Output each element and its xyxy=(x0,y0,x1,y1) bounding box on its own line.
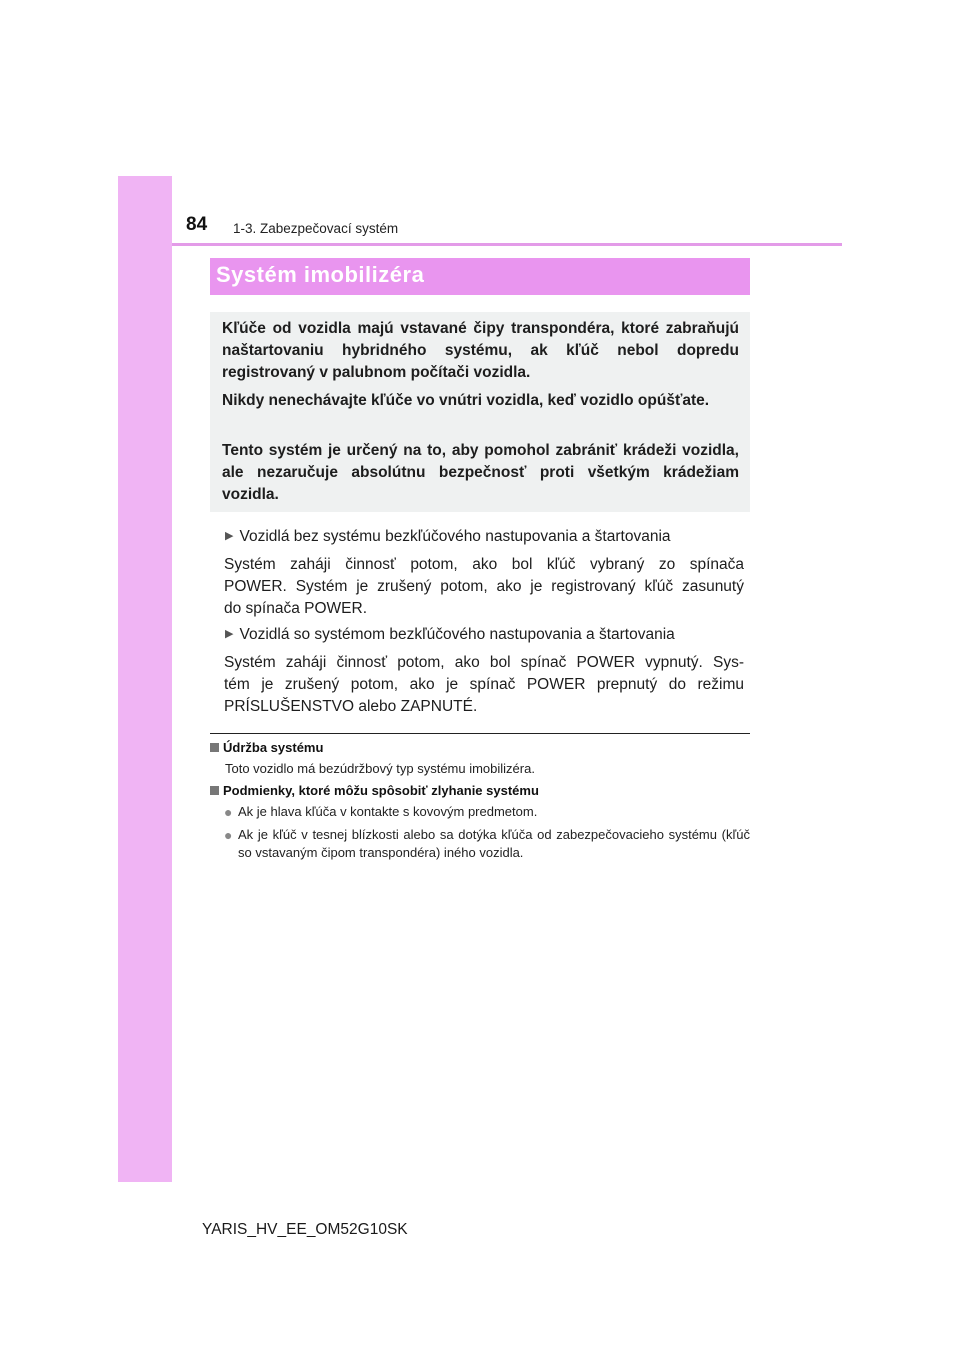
circle-bullet-icon: ● xyxy=(224,804,233,820)
section-body-no-keyless xyxy=(224,554,744,620)
notes-divider xyxy=(210,733,750,734)
body-line: POWER. Systém je zrušený potom, ako je registrovaný kľúč zasunutý xyxy=(224,578,744,595)
intro-paragraph-3: Tento systém je určený na to, aby pomohol zabrániť krádeži vozidla, ale nezaručuje absolútnu bezpečnosť proti všetkým krádežiam vozidla. xyxy=(222,442,739,503)
note-heading-text: Podmienky, ktoré môžu spôsobiť zlyhanie systému xyxy=(223,783,539,798)
page-title: Systém imobilizéra xyxy=(216,262,425,287)
square-bullet-icon xyxy=(210,786,219,795)
section-heading-no-keyless xyxy=(225,528,671,546)
body-line: Systém zaháji činnosť potom, ako bol spínač POWER vypnutý. Sys- xyxy=(224,654,744,671)
list-item-text: Ak je kľúč v tesnej blízkosti alebo sa dotýka kľúča od zabezpečovacieho systému (kľúč so vstavaným čipom transpondéra) iného vozidla. xyxy=(238,827,750,860)
chapter-side-tab xyxy=(118,176,172,1182)
section-heading-text: Vozidlá so systémom bezkľúčového nastupovania a štartovania xyxy=(239,626,675,643)
list-item xyxy=(224,826,750,862)
note-heading-text: Údržba systému xyxy=(223,740,324,755)
section-heading-keyless xyxy=(225,626,675,644)
note-heading-maintenance xyxy=(210,740,323,755)
circle-bullet-icon: ● xyxy=(224,827,233,843)
square-bullet-icon xyxy=(210,743,219,752)
section-body-keyless xyxy=(224,652,744,718)
list-item xyxy=(224,803,750,821)
body-line: PRÍSLUŠENSTVO alebo ZAPNUTÉ. xyxy=(224,698,478,715)
intro-paragraph-1: Kľúče od vozidla majú vstavané čipy transpondéra, ktoré zabraňujú naštartovaniu hybridného systému, ak kľúč nebol dopredu registrovaný v palubnom počítači vozidla. xyxy=(222,320,739,381)
document-footer-code: YARIS_HV_EE_OM52G10SK xyxy=(202,1221,408,1238)
body-line: tém je zrušený potom, ako je spínač POWER prepnutý do režimu xyxy=(224,676,744,693)
header-rule xyxy=(172,243,842,246)
list-item-text: Ak je hlava kľúča v kontakte s kovovým predmetom. xyxy=(238,804,538,819)
intro-box xyxy=(210,312,750,512)
body-line: Systém zaháji činnosť potom, ako bol kľúč vybraný zo spínača xyxy=(224,556,744,573)
page-number: 84 xyxy=(186,214,208,235)
body-line: do spínača POWER. xyxy=(224,600,368,617)
triangle-bullet-icon: ▶ xyxy=(225,530,234,542)
title-bar xyxy=(210,258,750,295)
note-text-maintenance: Toto vozidlo má bezúdržbový typ systému imobilizéra. xyxy=(225,761,535,776)
section-label: 1-3. Zabezpečovací systém xyxy=(233,221,399,236)
note-heading-failure xyxy=(210,783,539,798)
triangle-bullet-icon: ▶ xyxy=(225,628,234,640)
section-heading-text: Vozidlá bez systému bezkľúčového nastupovania a štartovania xyxy=(239,528,671,545)
intro-paragraph-2: Nikdy nenechávajte kľúče vo vnútri vozidla, keď vozidlo opúšťate. xyxy=(222,392,710,409)
